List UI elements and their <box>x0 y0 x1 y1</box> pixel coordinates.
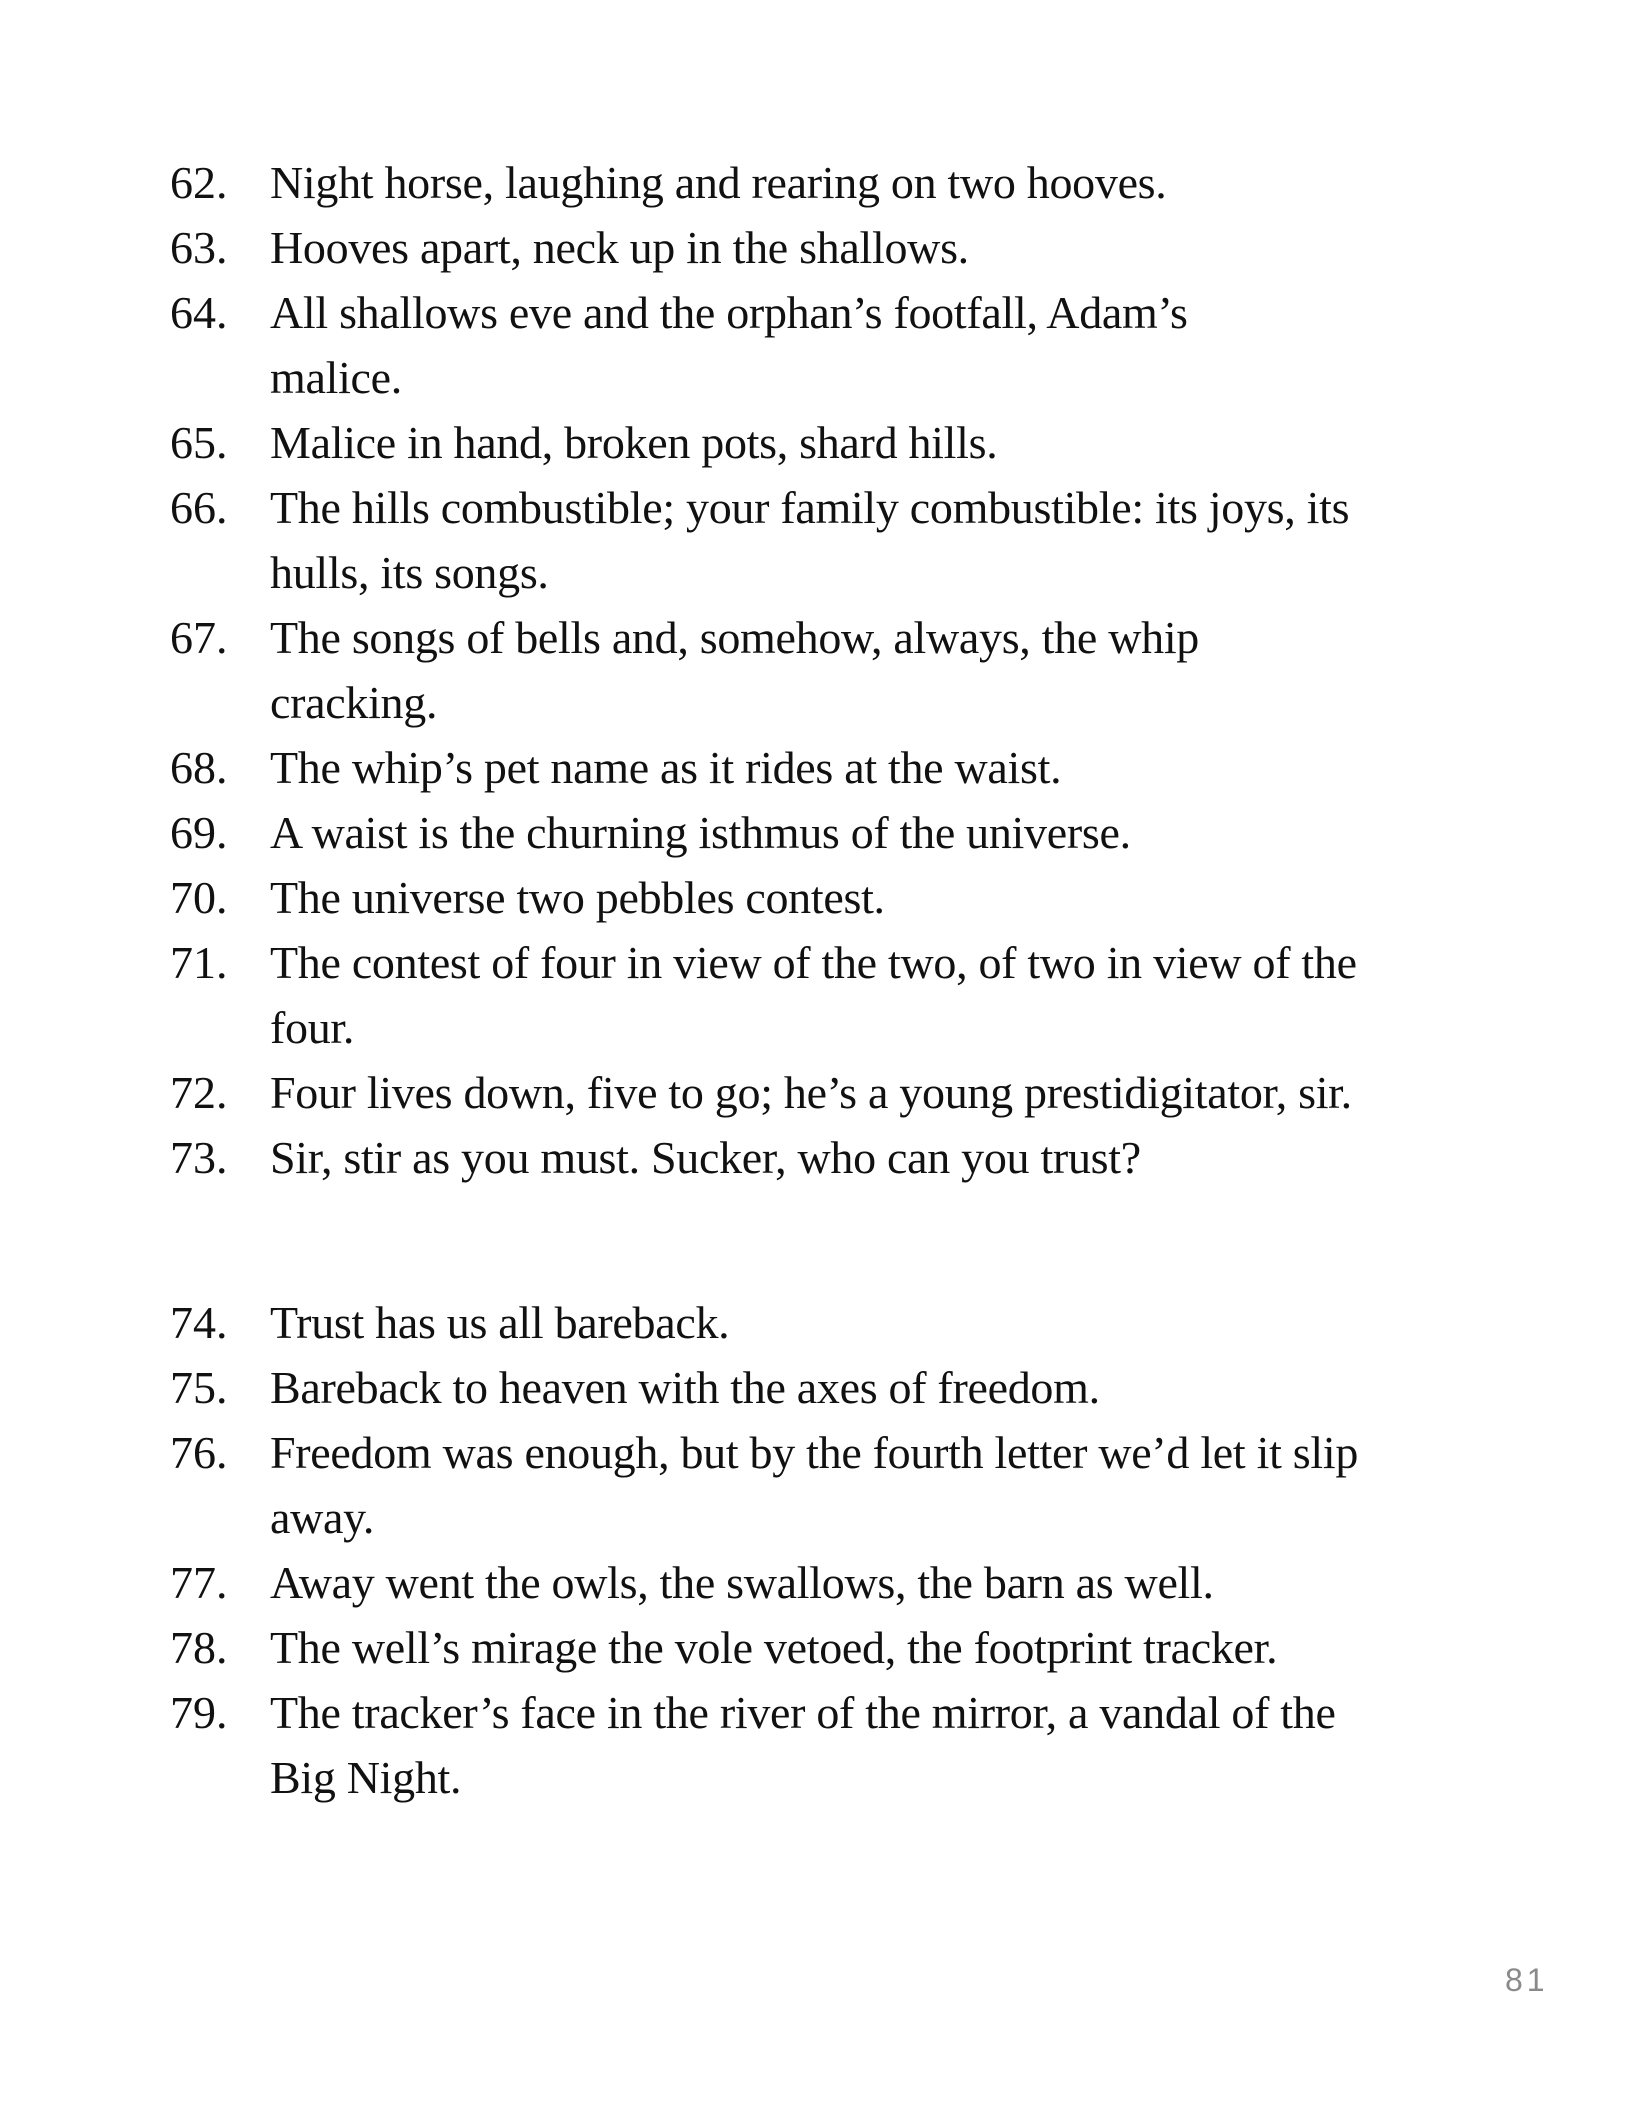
list-item <box>170 1355 1470 1420</box>
list-item <box>170 215 1470 280</box>
item-number: 62. <box>170 157 228 208</box>
item-number: 74. <box>170 1297 228 1348</box>
list-item <box>170 800 1470 865</box>
item-text: The contest of four in view of the two, of two in view of the four. <box>270 937 1357 1053</box>
item-text: Night horse, laughing and rearing on two hooves. <box>270 157 1167 208</box>
list-item <box>170 1680 1470 1810</box>
stanza-break <box>170 1190 1470 1290</box>
list-item <box>170 475 1470 605</box>
item-number: 67. <box>170 612 228 663</box>
item-number: 68. <box>170 742 228 793</box>
item-text: Trust has us all bareback. <box>270 1297 730 1348</box>
page-number: 81 <box>1505 1962 1549 1998</box>
item-number: 63. <box>170 222 228 273</box>
item-text: Bareback to heaven with the axes of freedom. <box>270 1362 1100 1413</box>
item-number: 72. <box>170 1067 228 1118</box>
list-item <box>170 865 1470 930</box>
item-text: Freedom was enough, but by the fourth letter we’d let it slip away. <box>270 1427 1359 1543</box>
item-text: The well’s mirage the vole vetoed, the footprint tracker. <box>270 1622 1278 1673</box>
item-number: 76. <box>170 1427 228 1478</box>
list-item <box>170 605 1470 735</box>
item-number: 64. <box>170 287 228 338</box>
list-item <box>170 1290 1470 1355</box>
list-item <box>170 1420 1470 1550</box>
item-text: Hooves apart, neck up in the shallows. <box>270 222 969 273</box>
list-item <box>170 1125 1470 1190</box>
item-number: 65. <box>170 417 228 468</box>
item-number: 79. <box>170 1687 228 1738</box>
item-text: The whip’s pet name as it rides at the waist. <box>270 742 1062 793</box>
item-text: Four lives down, five to go; he’s a young prestidigitator, sir. <box>270 1067 1352 1118</box>
item-number: 71. <box>170 937 228 988</box>
list-item <box>170 930 1470 1060</box>
item-text: A waist is the churning isthmus of the universe. <box>270 807 1131 858</box>
list-item <box>170 150 1470 215</box>
list-item <box>170 1550 1470 1615</box>
item-text: Sir, stir as you must. Sucker, who can you trust? <box>270 1132 1141 1183</box>
list-item <box>170 1060 1470 1125</box>
item-text: Malice in hand, broken pots, shard hills. <box>270 417 998 468</box>
item-number: 75. <box>170 1362 228 1413</box>
item-number: 70. <box>170 872 228 923</box>
list-item <box>170 410 1470 475</box>
item-text: The hills combustible; your family combustible: its joys, its hulls, its songs. <box>270 482 1350 598</box>
item-text: All shallows eve and the orphan’s footfall, Adam’s malice. <box>270 287 1188 403</box>
item-number: 77. <box>170 1557 228 1608</box>
item-number: 78. <box>170 1622 228 1673</box>
item-number: 69. <box>170 807 228 858</box>
item-text: The universe two pebbles contest. <box>270 872 885 923</box>
item-number: 73. <box>170 1132 228 1183</box>
numbered-poem-list <box>170 150 1470 1810</box>
item-number: 66. <box>170 482 228 533</box>
list-item <box>170 1615 1470 1680</box>
item-text: The songs of bells and, somehow, always, the whip cracking. <box>270 612 1199 728</box>
list-item <box>170 735 1470 800</box>
item-text: The tracker’s face in the river of the mirror, a vandal of the Big Night. <box>270 1687 1336 1803</box>
item-text: Away went the owls, the swallows, the barn as well. <box>270 1557 1214 1608</box>
list-item <box>170 280 1470 410</box>
